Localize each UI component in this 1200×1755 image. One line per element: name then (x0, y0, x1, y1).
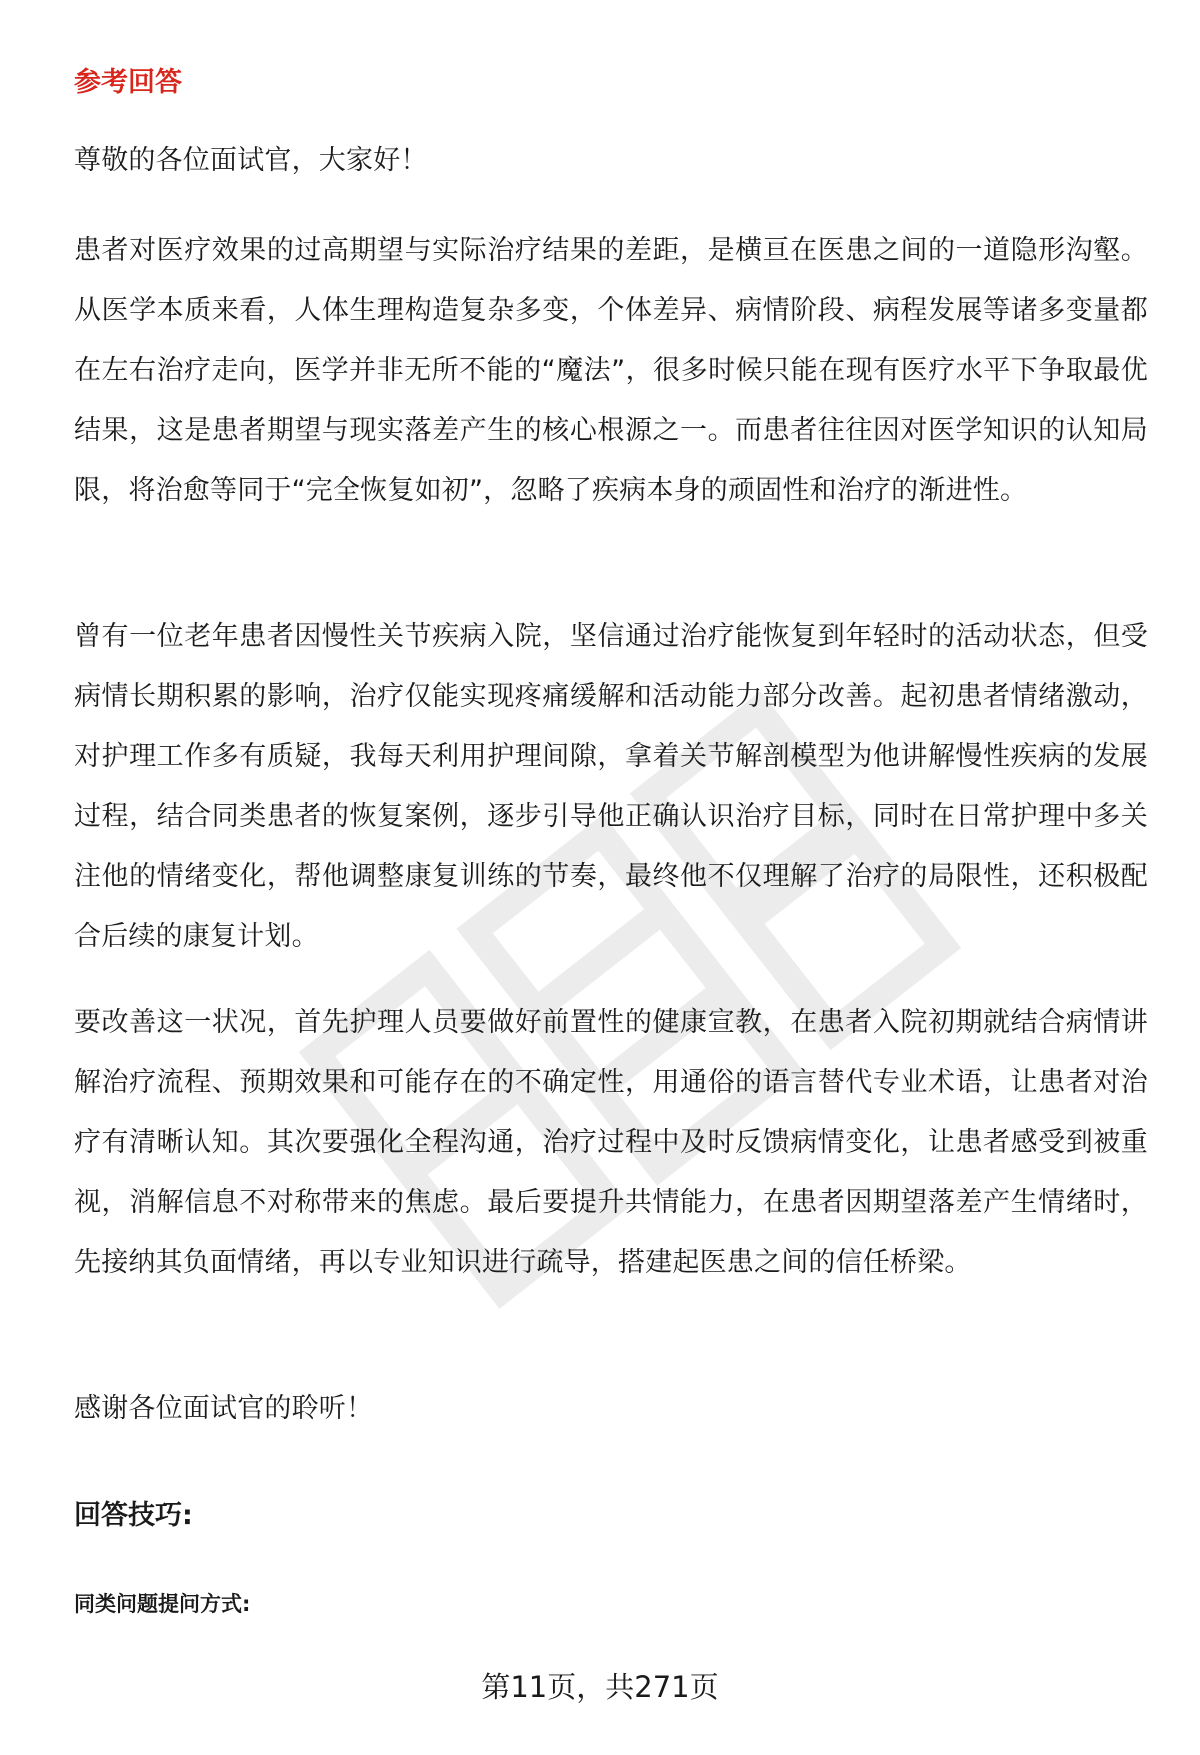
closing-paragraph: 感谢各位面试官的聆听！ (74, 1393, 374, 1424)
greeting-paragraph: 尊敬的各位面试官，大家好！ (74, 145, 428, 176)
answer-heading: 参考回答 (74, 67, 182, 98)
document-page (74, 0, 1148, 1755)
body-paragraph-3: 要改善这一状况，首先护理人员要做好前置性的健康宣教，在患者入院初期就结合病情讲解治疗流程、预期效果和可能存在的不确定性，用通俗的语言替代专业术语，让患者对治疗有清晰认知。其次要强化全程沟通，治疗过程中及时反馈病情变化，让患者感受到被重视，消解信息不对称带来的焦虑。最后要提升共情能力，在患者因期望落差产生情绪时，先接纳其负面情绪，再以专业知识进行疏导，搭建起医患之间的信任桥梁。 (74, 1007, 1148, 1278)
tips-heading: 回答技巧: (74, 1500, 193, 1531)
page-number-footer: 第11页，共271页 (481, 1670, 719, 1704)
body-paragraph-1: 患者对医疗效果的过高期望与实际治疗结果的差距，是横亘在医患之间的一道隐形沟壑。从医学本质来看，人体生理构造复杂多变，个体差异、病情阶段、病程发展等诸多变量都在左右治疗走向，医学并非无所不能的“魔法”，很多时候只能在现有医疗水平下争取最优结果，这是患者期望与现实落差产生的核心根源之一。而患者往往因对医学知识的认知局限，将治愈等同于“完全恢复如初”，忽略了疾病本身的顽固性和治疗的渐进性。 (74, 235, 1148, 506)
similar-questions-heading: 同类问题提问方式: (74, 1592, 251, 1616)
body-paragraph-2: 曾有一位老年患者因慢性关节疾病入院，坚信通过治疗能恢复到年轻时的活动状态，但受病情长期积累的影响，治疗仅能实现疼痛缓解和活动能力部分改善。起初患者情绪激动，对护理工作多有质疑，我每天利用护理间隙，拿着关节解剖模型为他讲解慢性疾病的发展过程，结合同类患者的恢复案例，逐步引导他正确认识治疗目标，同时在日常护理中多关注他的情绪变化，帮他调整康复训练的节奏，最终他不仅理解了治疗的局限性，还积极配合后续的康复计划。 (74, 621, 1148, 952)
